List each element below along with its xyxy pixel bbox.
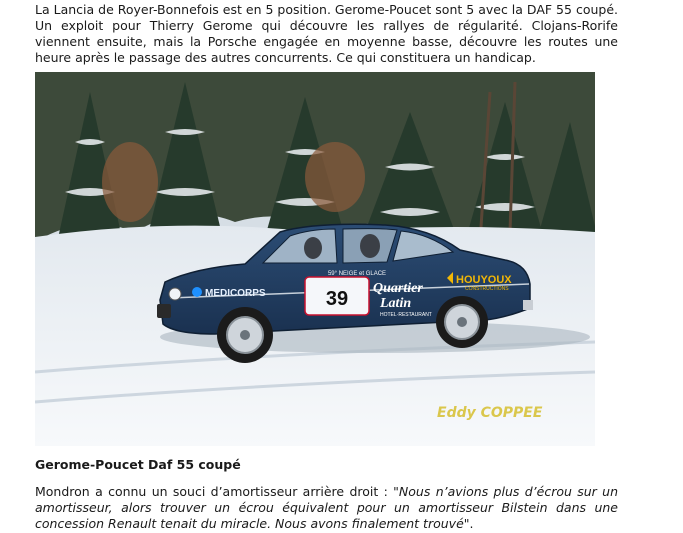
photo-caption: Gerome-Poucet Daf 55 coupé	[35, 457, 241, 472]
body-tail: ".	[463, 516, 474, 531]
race-number: 39	[325, 288, 349, 310]
sponsor-houyoux: HOUYOUX	[456, 274, 512, 286]
rally-car-photo	[35, 72, 595, 446]
intro-paragraph: La Lancia de Royer-Bonnefois est en 5 position. Gerome-Poucet sont 5 avec la DAF 55 coupé. Un exploit pour Thierry Gerome qui découvre les rallyes de régularité. Clojans-Rorife viennent ensuite, mais la Porsche engagée en moyenne basse, découvre les routes une heure après le passage des autres concurrents. Ce qui constituera un handicap.	[35, 2, 618, 65]
body-quote: Nous n’avions plus d’écrou sur un amortisseur, alors trouver un écrou équivalent pour un amortisseur Bilstein dans une concession Renault tenait du miracle. Nous avons finalement trouvé	[35, 484, 619, 531]
body-lead: Mondron a connu un souci d’amortisseur arrière droit : "	[35, 484, 399, 499]
sponsor-quartier: Quartier	[373, 281, 423, 296]
sponsor-latin: Latin	[380, 296, 412, 311]
sponsor-medicorps: MEDICORPS	[205, 288, 266, 299]
sponsor-constructions: CONSTRUCTIONS	[465, 286, 509, 292]
body-paragraph	[35, 484, 618, 532]
photographer-watermark: Eddy COPPEE	[437, 405, 543, 421]
rally-plate-text: 59° NEIGE et GLACE	[327, 271, 387, 277]
sponsor-hotel-restaurant: HOTEL·RESTAURANT	[380, 312, 432, 318]
